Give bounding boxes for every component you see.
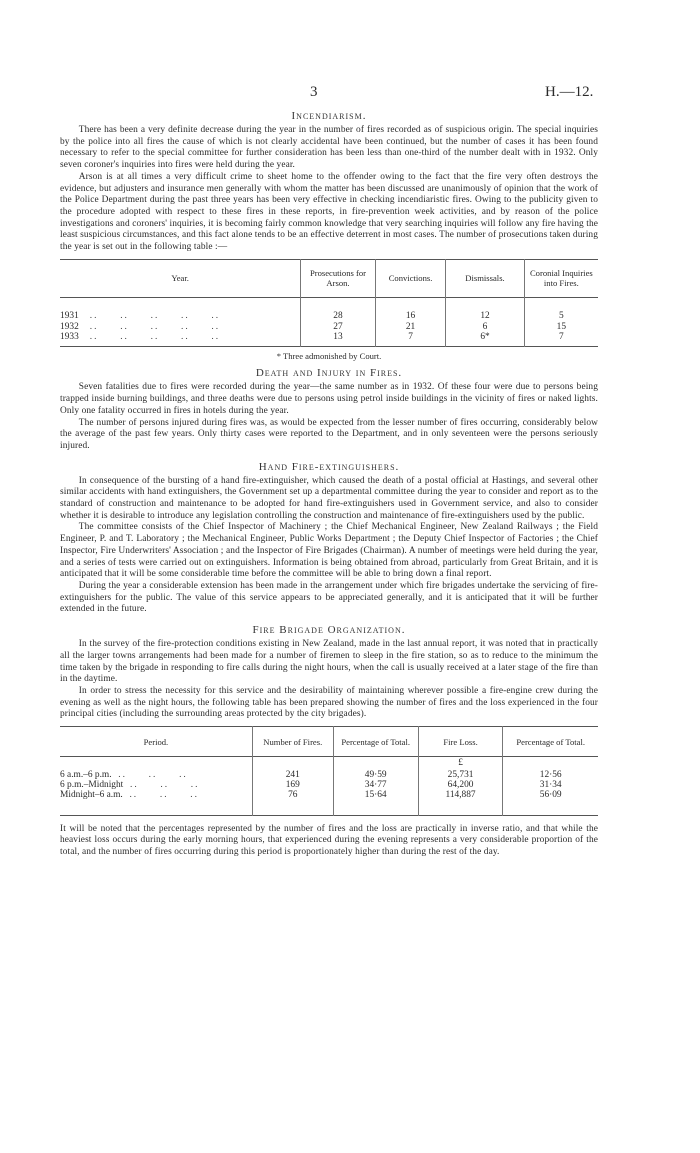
paragraph: Seven fatalities due to fires were recorded during the year—the same number as in 1932. Of these four were due to persons being trapped inside burning buildings, and three deaths were due to persons using petrol inside buildings in the vicinity of fires or naked lights. Only one fatality occurred in fires in hotels during the year.: [60, 382, 598, 416]
column-header: Dismissals.: [446, 259, 524, 297]
page-reference: H.—12.: [545, 84, 594, 100]
table-footnote: * Three admonished by Court.: [276, 351, 382, 362]
fires-percent-cell: 15·64: [333, 790, 418, 815]
table-row: 1932 .. .. .. .. .. 27 21 6 15: [60, 322, 598, 332]
period-cell: Midnight–6 a.m.: [60, 790, 123, 801]
paragraph: The number of persons injured during fires was, as would be expected from the lesser number of fires occurring, considerably below the average of the past few years. Only thirty cases were reported to the Department, and in only seventeen were the persons seriously injured.: [60, 417, 598, 451]
paragraph: There has been a very definite decrease during the year in the number of fires recorded as of suspicious origin. The special inquiries by the police into all fires the cause of which is not clearly accidental have been continued, but the number of cases it has been found necessary to refer to the special committee for further consideration has been less than one-third of the number dealt with in 1932. Only seven coroner's inquiries into fires were held during the year.: [60, 125, 598, 171]
loss-cell: 25,731: [418, 770, 503, 780]
loss-cell: 64,200: [418, 780, 503, 790]
table-row: 1933 .. .. .. .. .. 13 7 6* 7: [60, 332, 598, 347]
column-header: Convictions.: [375, 259, 446, 297]
arson-table: [60, 259, 598, 348]
fires-percent-cell: 34·77: [333, 780, 418, 790]
inquiries-cell: 15: [524, 322, 598, 332]
convictions-cell: 21: [375, 322, 446, 332]
column-header: Coronial Inquiries into Fires.: [524, 259, 598, 297]
column-header: Prosecutions for Arson.: [301, 259, 376, 297]
section-death-injury: [60, 367, 598, 452]
column-header: Number of Fires.: [252, 727, 333, 757]
column-header: Percentage of Total.: [333, 727, 418, 757]
year-cell: 1931: [60, 311, 79, 322]
dismissals-cell: 6*: [446, 332, 524, 347]
section-brigade: [60, 624, 598, 859]
convictions-cell: 7: [375, 332, 446, 347]
paragraph: In consequence of the bursting of a hand fire-extinguisher, which caused the death of a postal official at Hastings, and several other similar accidents with hand extinguishers, the Government set up a departmental committee during the year to consider and report as to the standard of construction and maintenance to be adopted for hand fire-extinguishers used in Government service, and also to consider whether it is desirable to introduce any legislation controlling the construction and maintenance of fire-extinguishers used by the public.: [60, 475, 598, 521]
table-header-row: [60, 727, 598, 757]
year-cell: 1932: [60, 321, 79, 332]
document-body: [60, 84, 598, 859]
fires-percent-cell: 49·59: [333, 770, 418, 780]
loss-percent-cell: 12·56: [503, 770, 598, 780]
section-incendiarism: [60, 110, 598, 361]
column-header: Fire Loss.: [418, 727, 503, 757]
paragraph: The committee consists of the Chief Inspector of Machinery ; the Chief Mechanical Engineer, New Zealand Railways ; the Field Engineer, P. and T. Laboratory ; the Mechanical Engineer, Public Works Department ; the Deputy Chief Inspector of Factories ; the Chief Inspector, Fire Underwriters' Association ; and the Inspector of Fire Brigades (Chairman). A number of meetings were held during the year, and a series of tests were carried out on extinguishers. Information is being obtained from abroad, particularly from Great Britain, and it is anticipated that it will be some considerable time before the committee will be able to bring down a final report.: [60, 522, 598, 580]
loss-percent-cell: 31·34: [503, 780, 598, 790]
paragraph: In the survey of the fire-protection conditions existing in New Zealand, made in the last annual report, it was noted that in practically all the larger towns arrangements had been made for a number of firemen to sleep in the fire station, so as to reduce to the minimum the time taken by the brigade in responding to fire calls during the night hours, when the call is usually received at a later stage of the fire than in the daytime.: [60, 639, 598, 685]
column-header: Period.: [143, 736, 169, 747]
period-cell: 6 p.m.–Midnight: [60, 779, 124, 790]
section-heading: Hand Fire-extinguishers.: [258, 460, 400, 473]
table-header-row: [60, 259, 598, 297]
column-header: Percentage of Total.: [503, 727, 598, 757]
page-number: 3: [310, 84, 318, 100]
convictions-cell: 16: [375, 311, 446, 321]
section-extinguishers: [60, 461, 598, 616]
loss-percent-cell: 56·09: [503, 790, 598, 815]
section-heading: Death and Injury in Fires.: [255, 367, 403, 380]
currency-symbol: £: [418, 757, 503, 770]
prosecutions-cell: 28: [301, 311, 376, 321]
table-row: 6 p.m.–Midnight .. .. .. 169 34·77 64,200 31·34: [60, 780, 598, 790]
table-row: 1931 .. .. .. .. .. 28 16 12 5: [60, 311, 598, 321]
prosecutions-cell: 27: [301, 322, 376, 332]
dismissals-cell: 12: [446, 311, 524, 321]
paragraph: During the year a considerable extension has been made in the arrangement under which fire brigades undertake the servicing of fire-extinguishers for the public. The value of this service appears to be appreciated generally, and it is anticipated that it will be further extended in the future.: [60, 581, 598, 615]
paragraph: In order to stress the necessity for this service and the desirability of maintaining wherever possible a fire-engine crew during the evening as well as the night hours, the following table has been prepared showing the number of fires and the loss experienced in the four principal cities (including the surrounding areas protected by the city brigades).: [60, 685, 598, 720]
fires-cell: 241: [252, 770, 333, 780]
dismissals-cell: 6: [446, 322, 524, 332]
fire-loss-table: [60, 726, 598, 816]
section-heading: Incendiarism.: [291, 110, 367, 122]
table-row: 6 a.m.–6 p.m. .. .. .. 241 49·59 25,731 12·56: [60, 770, 598, 780]
inquiries-cell: 5: [524, 311, 598, 321]
table-row: Midnight–6 a.m. .. .. .. 76 15·64 114,887 56·09: [60, 790, 598, 815]
loss-cell: 114,887: [418, 790, 503, 815]
paragraph: It will be noted that the percentages represented by the number of fires and the loss are practically in inverse ratio, and that while the heaviest loss occurs during the early morning hours, that experienced during the evening represents a very considerable proportion of the total, and the number of fires occurring during this period is proportionately higher than during the rest of the day.: [60, 823, 598, 858]
inquiries-cell: 7: [524, 332, 598, 347]
period-cell: 6 a.m.–6 p.m.: [60, 769, 112, 780]
section-heading: Fire Brigade Organization.: [252, 624, 406, 637]
year-cell: 1933: [60, 332, 79, 343]
paragraph: Arson is at all times a very difficult crime to sheet home to the offender owing to the fact that the fire very often destroys the evidence, but adjusters and insurance men generally with whom the matter has been discussed are unanimously of opinion that the work of the Police Department during the past three years has been very effective in checking incendiaristic fires. Owing to the publicity given to the procedure adopted with respect to these fires in these reports, in fire-prevention week activities, and by reason of the police investigations and coroners' inquiries, it is becoming fairly common knowledge that very searching inquiries will follow any fire having the least suspicious circumstances, and this fact alone tends to be an effective deterrent in most cases. The number of prosecutions taken during the year is set out in the following table :—: [60, 171, 598, 253]
fires-cell: 76: [252, 790, 333, 815]
prosecutions-cell: 13: [301, 332, 376, 347]
fires-cell: 169: [252, 780, 333, 790]
column-header: Year.: [171, 273, 189, 284]
